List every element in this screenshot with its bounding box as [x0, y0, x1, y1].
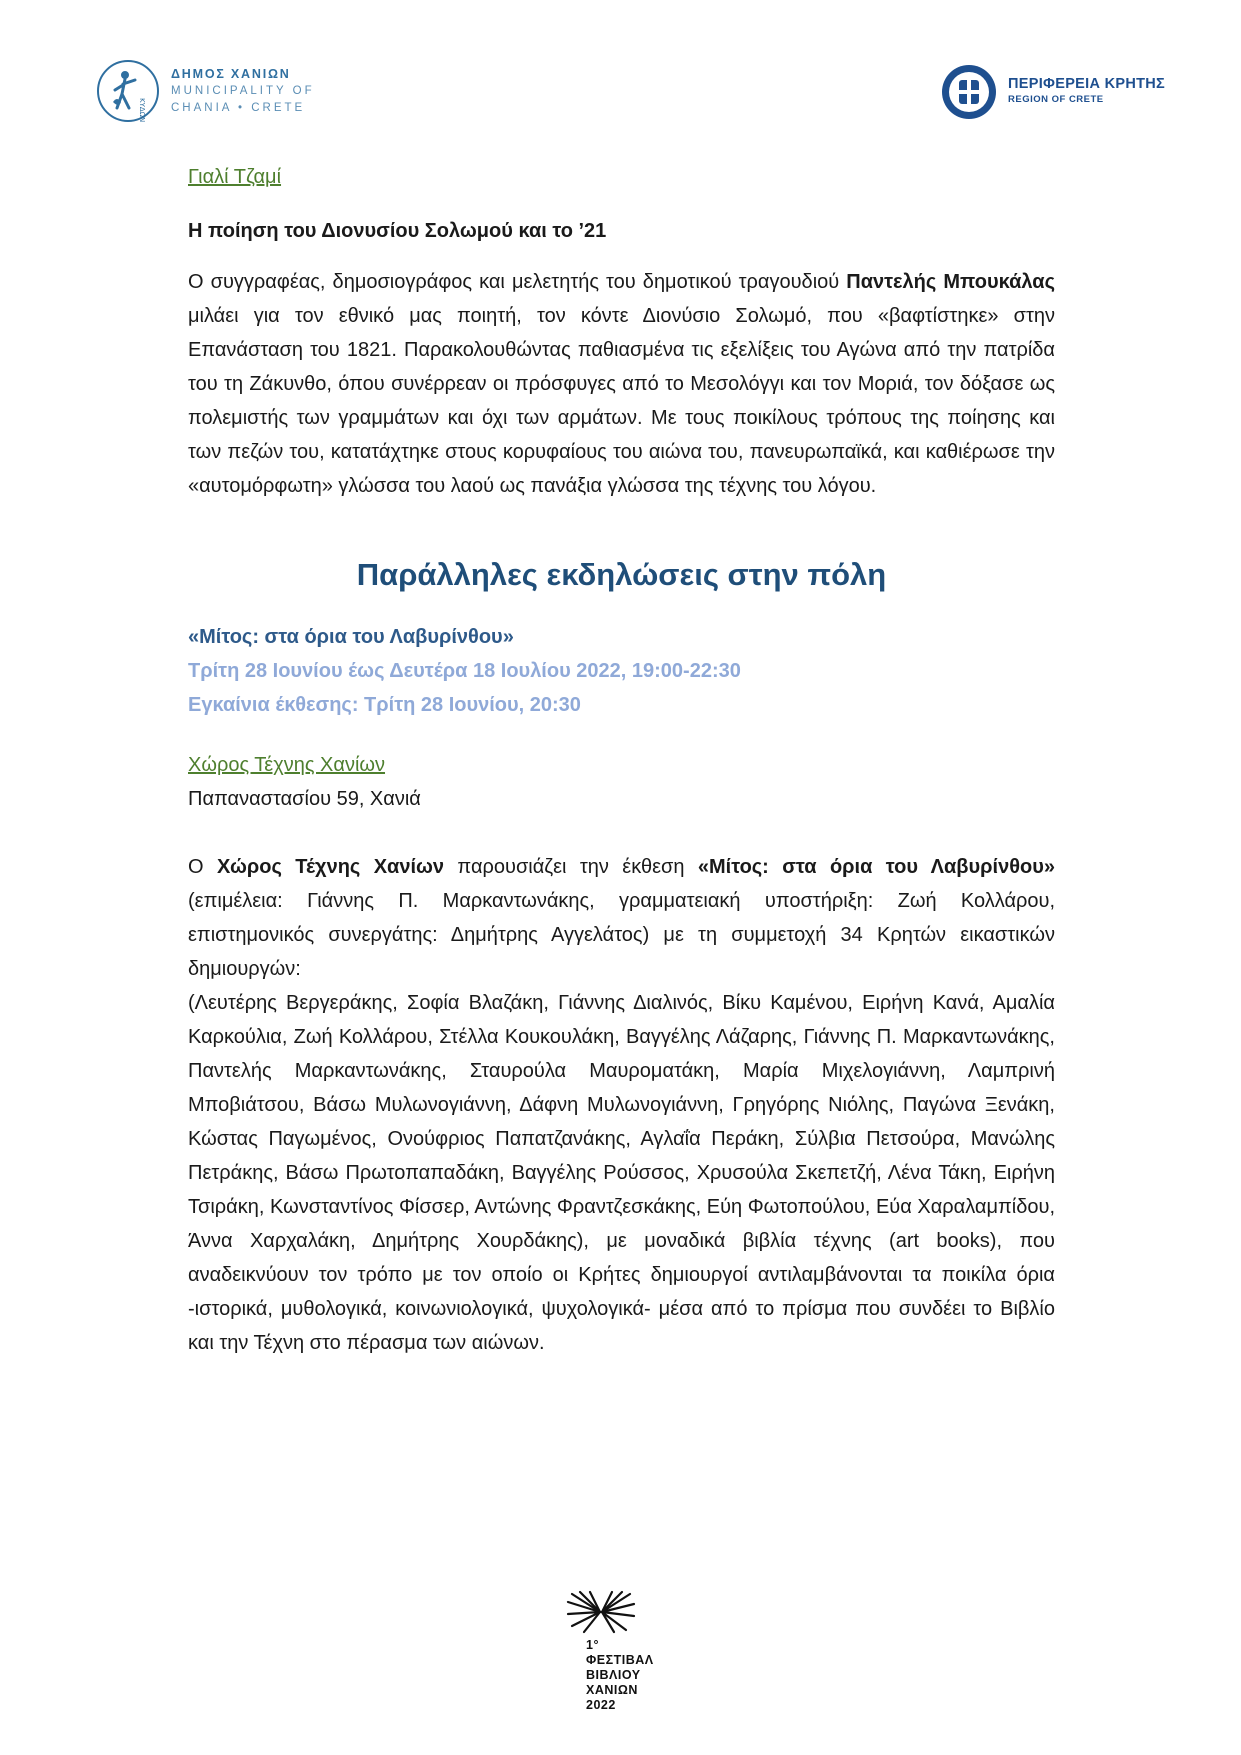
municipality-emblem-icon: [95, 58, 161, 124]
event2-exhibition-bold: «Μίτος: στα όρια του Λαβυρίνθου»: [697, 856, 1055, 878]
region-name-en: REGION OF CRETE: [1008, 94, 1104, 105]
festival-word: ΦΕΣΤΙΒΑΛ: [586, 1653, 654, 1667]
speaker-name: Παντελής Μπουκάλας: [846, 271, 1055, 293]
document-body: [188, 160, 1055, 1360]
festival-edition: 1°: [586, 1638, 599, 1652]
festival-name: [586, 1638, 654, 1713]
event2-text-a: Ο: [188, 856, 217, 878]
event2-dates: Τρίτη 28 Ιουνίου έως Δευτέρα 18 Ιουλίου 2022, 19:00-22:30: [188, 660, 741, 682]
event1-description: [188, 265, 1055, 503]
book-burst-icon: [566, 1590, 636, 1634]
svg-text:ΚΥΔΩΝ: ΚΥΔΩΝ: [138, 98, 146, 123]
festival-logo: [556, 1590, 696, 1740]
event2-text-c: παρουσιάζει την έκθεση: [444, 856, 698, 878]
event2-artists-list: (Λευτέρης Βεργεράκης, Σοφία Βλαζάκη, Γιάννης Διαλινός, Βίκυ Καμένου, Ειρήνη Κανά, Αμαλία Καρκούλια, Ζωή Κολλάρου, Στέλλα Κουκουλάκη, Βαγγέλης Λάζαρης, Γιάννης Π. Μαρκαντωνάκης, Παντελής Μαρκαντωνάκης, Σταυρούλα Μαυροματάκη, Μαρία Μιχελογιάννη, Λαμπρινή Μποβιάτσου, Βάσω Μυλωνογιάννη, Δάφνη Μυλωνογιάννη, Γρηγόρης Νιόλης, Παγώνα Ξενάκη, Κώστας Παγωμένος, Ονούφριος Παπατζανάκης, Αγλαΐα Περάκη, Σύλβια Πετσούρα, Μανώλης Πετράκης, Βάσω Πρωτοπαπαδάκη, Βαγγέλης Ρούσσος, Χρυσούλα Σκεπετζή, Λένα Τάκη, Ειρήνη Τσιράκη, Κωνσταντίνος Φίσσερ, Αντώνης Φραντζεσκάκης, Εύη Φωτοπούλου, Εύα Χαραλαμπίδου, Άννα Χαρχαλάκη, Δημήτρης Χουρδάκης), με μοναδικά βιβλία τέχνης (art books), που αναδεικνύουν τον τρόπο με τον οποίο οι Κρήτες δημιουργοί αντιλαμβάνονται τα ποικίλα όρια -ιστορικά, μυθολογικά, κοινωνιολογικά, ψυχολογικά- μέσα από το πρίσμα που συνδέει το Βιβλίο και την Τέχνη στο πέρασμα των αιώνων.: [188, 992, 1055, 1354]
event2-address: Παπαναστασίου 59, Χανιά: [188, 788, 421, 810]
region-logo: [940, 63, 1165, 121]
page-header: [0, 58, 1241, 128]
festival-city: ΧΑΝΙΩΝ: [586, 1683, 638, 1697]
event2-venue-bold: Χώρος Τέχνης Χανίων: [216, 856, 445, 878]
event1-text-start: Ο συγγραφέας, δημοσιογράφος και μελετητής του δημοτικού τραγουδιού: [188, 271, 847, 293]
festival-book-word: ΒΙΒΛΙΟΥ: [586, 1668, 641, 1682]
event1-title: Η ποίηση του Διονυσίου Σολωμού και το ’21: [188, 220, 607, 242]
event2-description: [188, 850, 1055, 986]
municipality-name-gr: ΔΗΜΟΣ ΧΑΝΙΩΝ: [171, 66, 291, 81]
greek-crest-icon: [940, 63, 998, 121]
event1-text-end: μιλάει για τον εθνικό μας ποιητή, τον κόντε Διονύσιο Σολωμό, που «βαφτίστηκε» στην Επανάσταση του 1821. Παρακολουθώντας παθιασμένα τις εξελίξεις του Αγώνα από την πατρίδα του τη Ζάκυνθο, όπου συνέρρεαν οι πρόσφυγες από το Μεσολόγγι και τον Μοριά, τον δόξασε ως πολεμιστής των γραμμάτων και όχι των αρμάτων. Με τους ποικίλους τρόπους της ποίησης και των πεζών του, κατατάχτηκε στους κορυφαίους του αιώνα του, πανευρωπαϊκά, και καθιέρωσε την «αυτομόρφωτη» γλώσσα του λαού ως πανάξια γλώσσα της τέχνης του λόγου.: [188, 305, 1055, 497]
municipality-location: CHANIA • CRETE: [171, 101, 306, 114]
event2-text-e: (επιμέλεια: Γιάννης Π. Μαρκαντωνάκης, γραμματειακή υποστήριξη: Ζωή Κολλάρου, επιστημονικός συνεργάτης: Δημήτρης Αγγελάτος) με τη συμμετοχή 34 Κρητών εικαστικών δημιουργών:: [188, 890, 1055, 980]
event2-venue: Χώρος Τέχνης Χανίων: [188, 754, 386, 776]
event1-venue: Γιαλί Τζαμί: [188, 166, 282, 188]
event2-title: «Μίτος: στα όρια του Λαβυρίνθου»: [188, 626, 514, 648]
municipality-name-en: MUNICIPALITY OF: [171, 84, 315, 97]
region-name-gr: ΠΕΡΙΦΕΡΕΙΑ ΚΡΗΤΗΣ: [1008, 76, 1166, 92]
municipality-logo: [95, 58, 315, 124]
section-title: Παράλληλες εκδηλώσεις στην πόλη: [356, 557, 887, 592]
festival-year: 2022: [586, 1698, 616, 1712]
event2-opening: Εγκαίνια έκθεσης: Τρίτη 28 Ιουνίου, 20:30: [188, 694, 581, 716]
